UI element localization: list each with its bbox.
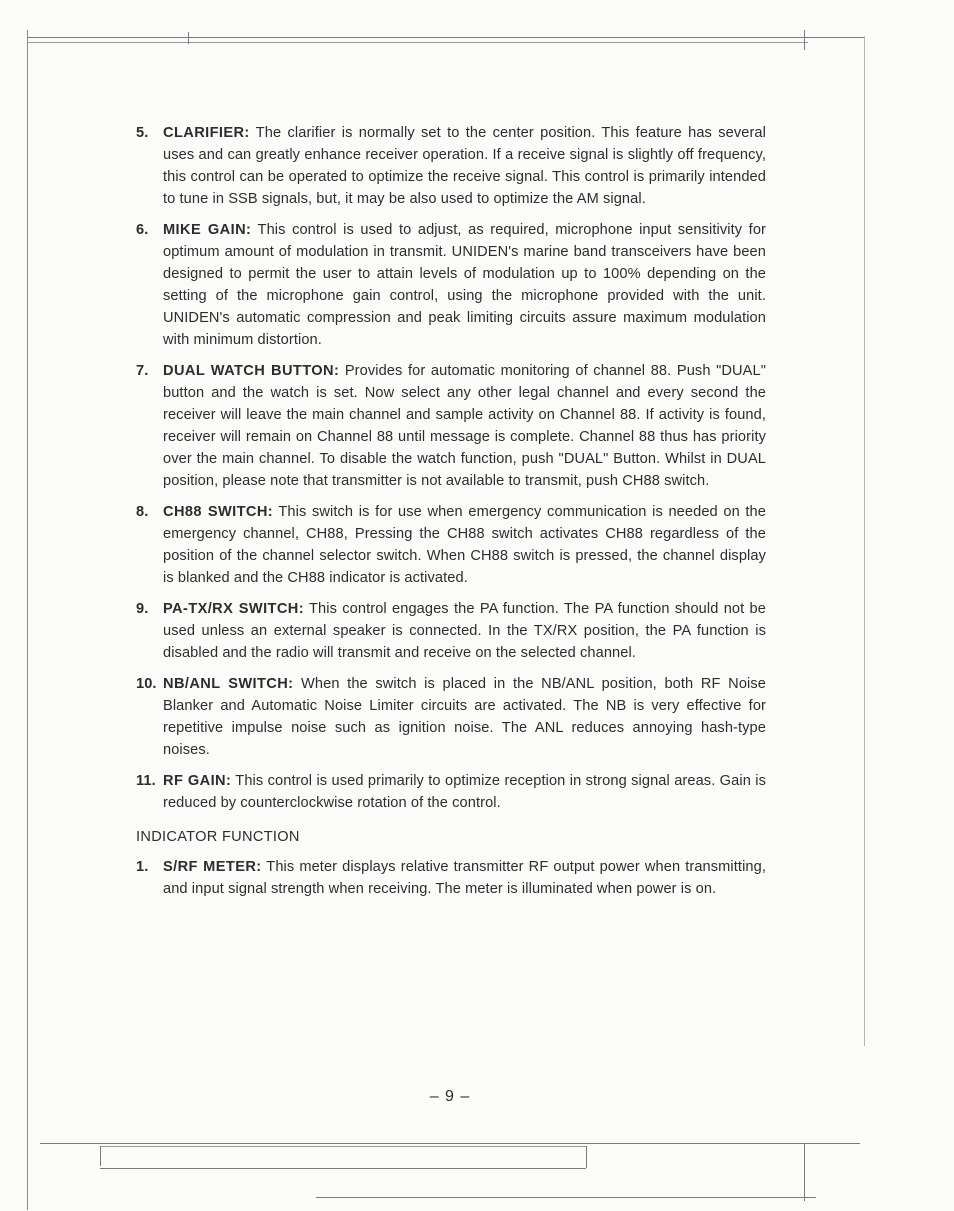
bottom-edge-line bbox=[316, 1197, 816, 1198]
item-term: NB/ANL SWITCH: bbox=[163, 676, 294, 692]
item-body bbox=[163, 122, 766, 210]
item-body bbox=[163, 856, 766, 900]
list-item bbox=[136, 122, 766, 210]
control-list bbox=[136, 122, 766, 814]
item-number: 6. bbox=[136, 222, 149, 238]
item-number: 9. bbox=[136, 601, 149, 617]
bottom-box-bottom bbox=[100, 1168, 586, 1169]
item-term: CLARIFIER: bbox=[163, 125, 250, 141]
list-item bbox=[136, 770, 766, 814]
top-border-line bbox=[28, 37, 864, 38]
item-term: MIKE GAIN: bbox=[163, 222, 252, 238]
item-text: This meter displays relative transmitter RF output power when transmitting, and input signal strength when receiving. The meter is illuminated when power is on. bbox=[163, 859, 766, 897]
item-text: This control is used to adjust, as required, microphone input sensitivity for optimum amount of modulation in transmit. UNIDEN's marine band transceivers have been designed to permit the user to attain levels of modulation up to 100% depending on the setting of the microphone gain control, using the microphone provided with the unit. UNIDEN's automatic compression and peak limiting circuits assure maximum modulation with minimum distortion. bbox=[163, 222, 766, 348]
item-body bbox=[163, 219, 766, 351]
item-number: 10. bbox=[136, 676, 157, 692]
item-number: 7. bbox=[136, 363, 149, 379]
document-body bbox=[136, 122, 766, 909]
item-body bbox=[163, 673, 766, 761]
item-text: This switch is for use when emergency communication is needed on the emergency channel, CH88, Pressing the CH88 switch activates CH88 regardless of the position of the channel selector switch. When CH88 switch is pressed, the channel display is blanked and the CH88 indicator is activated. bbox=[163, 504, 766, 586]
item-number: 8. bbox=[136, 504, 149, 520]
item-text: When the switch is placed in the NB/ANL position, both RF Noise Blanker and Automatic Noise Limiter circuits are activated. The NB is very effective for repetitive impulse noise such as ignition noise. The ANL reduces annoying hash-type noises. bbox=[163, 676, 766, 758]
bottom-box-left bbox=[100, 1146, 101, 1166]
right-edge-line bbox=[864, 36, 865, 1046]
item-text: The clarifier is normally set to the center position. This feature has several uses and can greatly enhance receiver operation. If a receive signal is slightly off frequency, this control can be operated to optimize the receive signal. This control is primarily intended to tune in SSB signals, but, it may be also used to optimize the AM signal. bbox=[163, 125, 766, 207]
left-edge-line bbox=[27, 30, 28, 1210]
item-term: S/RF METER: bbox=[163, 859, 262, 875]
list-item bbox=[136, 360, 766, 492]
bottom-border-line bbox=[40, 1143, 860, 1144]
list-item bbox=[136, 856, 766, 900]
item-text: Provides for automatic monitoring of channel 88. Push "DUAL" button and the watch is set. Now select any other legal channel and every second the receiver will leave the main channel and sample activity on Channel 88. If activity is found, receiver will remain on Channel 88 until message is complete. Channel 88 thus has priority over the main channel. To disable the watch function, push "DUAL" Button. Whilst in DUAL position, please note that transmitter is not available to transmit, push CH88 switch. bbox=[163, 363, 767, 489]
item-body bbox=[163, 770, 766, 814]
item-body bbox=[163, 598, 766, 664]
item-term: PA-TX/RX SWITCH: bbox=[163, 601, 305, 617]
list-item bbox=[136, 219, 766, 351]
item-term: DUAL WATCH BUTTON: bbox=[163, 363, 340, 379]
section-title: INDICATOR FUNCTION bbox=[136, 829, 300, 845]
item-term: RF GAIN: bbox=[163, 773, 232, 789]
top-tick-left bbox=[188, 32, 189, 44]
bottom-box-right bbox=[586, 1146, 587, 1168]
item-body bbox=[163, 360, 766, 492]
item-text: This control is used primarily to optimize reception in strong signal areas. Gain is reduced by counterclockwise rotation of the control. bbox=[163, 773, 766, 811]
top-tick-right bbox=[804, 30, 805, 50]
page-number: – 9 – bbox=[429, 1088, 471, 1105]
list-item bbox=[136, 673, 766, 761]
item-body bbox=[163, 501, 766, 589]
item-number: 5. bbox=[136, 125, 149, 141]
bottom-tick-right bbox=[804, 1143, 805, 1201]
item-number: 1. bbox=[136, 859, 149, 875]
list-item bbox=[136, 501, 766, 589]
indicator-list bbox=[136, 856, 766, 900]
bottom-box-top bbox=[100, 1146, 586, 1147]
list-item bbox=[136, 598, 766, 664]
item-text: This control engages the PA function. The PA function should not be used unless an external speaker is connected. In the TX/RX position, the PA function is disabled and the radio will transmit and receive on the selected channel. bbox=[163, 601, 766, 661]
item-term: CH88 SWITCH: bbox=[163, 504, 274, 520]
top-border-line-2 bbox=[28, 42, 808, 43]
item-number: 11. bbox=[136, 773, 156, 789]
